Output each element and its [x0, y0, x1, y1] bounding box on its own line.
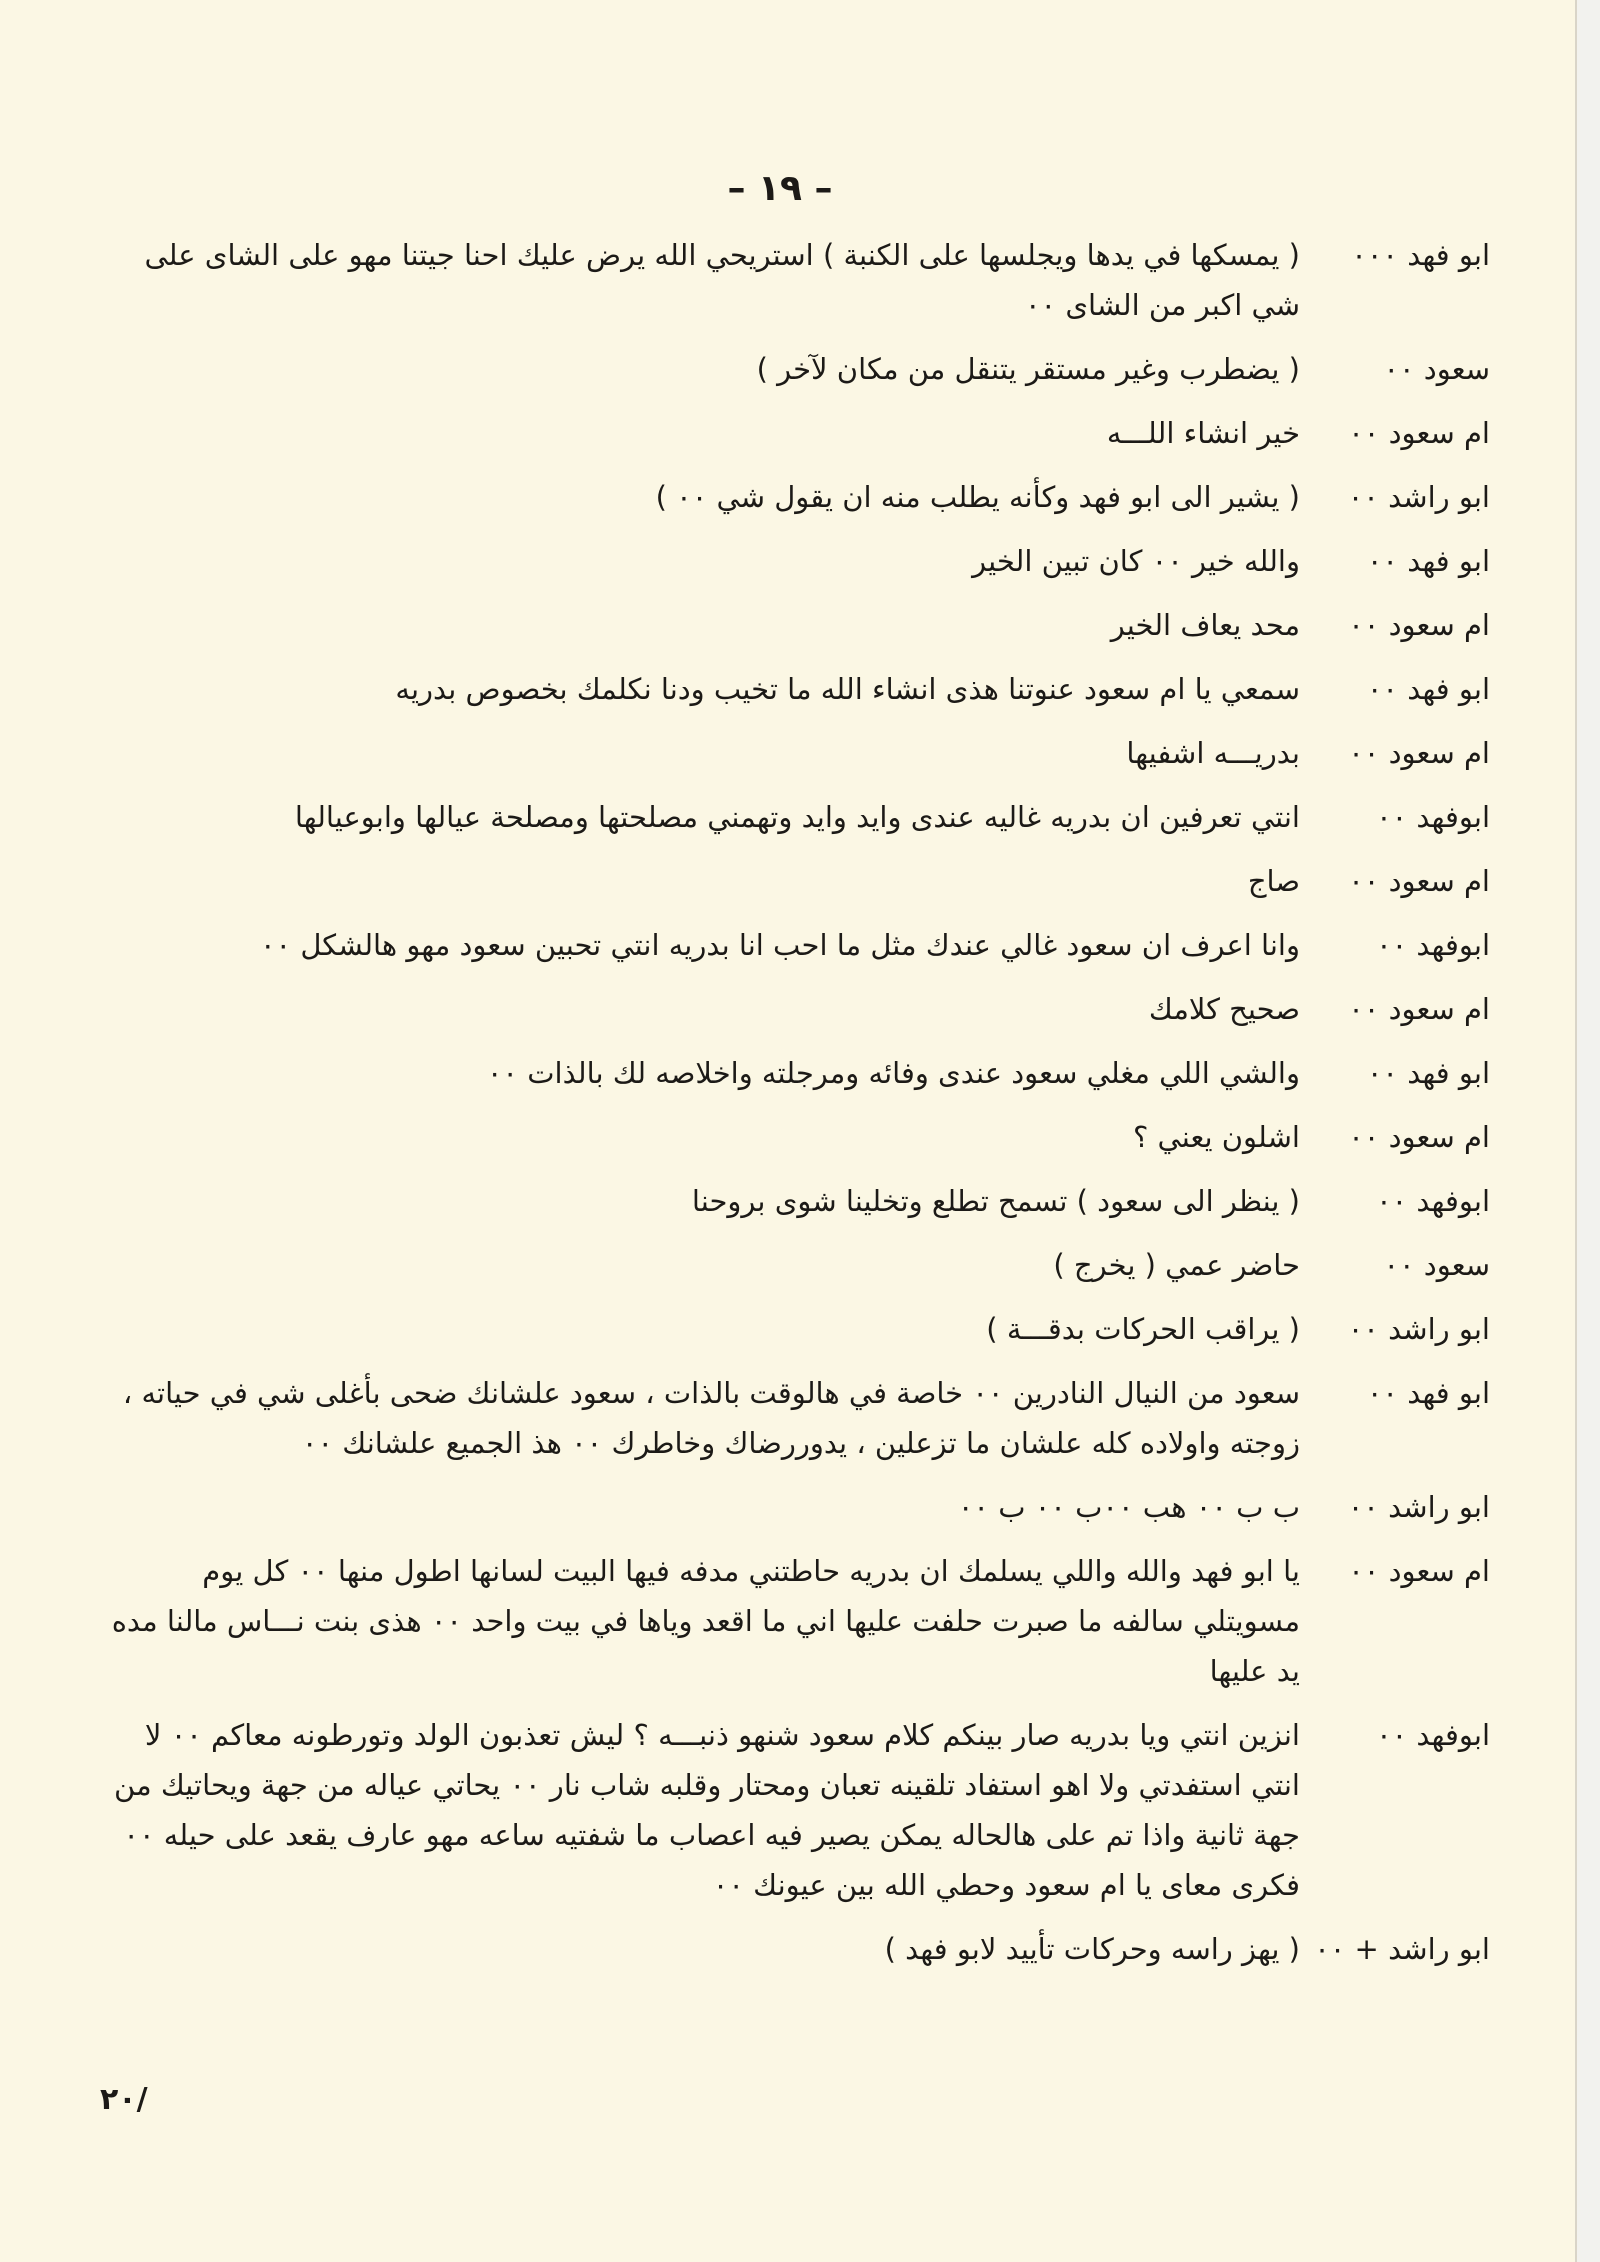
- dialogue-text: بدريـــه اشفيها: [1126, 736, 1300, 770]
- dialogue-line: [90, 600, 1490, 650]
- speaker-name: ام سعود ٠٠: [1348, 736, 1490, 770]
- dialogue-text: صاج: [1247, 864, 1300, 898]
- dialogue-text: ( ينظر الى سعود ) تسمح تطلع وتخلينا شوى بروحنا: [691, 1184, 1300, 1218]
- dialogue-text: يا ابو فهد والله واللي يسلمك ان بدريه حاطتني مدفه فيها البيت لسانها اطول منها ٠٠ كل يوم مسويتلي سالفه ما صبرت حلفت عليها اني ما اقعد وياها في بيت واحد ٠٠ هذى بنت نـــاس مالنا مده يد عليها: [111, 1554, 1300, 1688]
- dialogue-text: انزين انتي ويا بدريه صار بينكم كلام سعود شنهو ذنبـــه ؟ ليش تعذبون الولد وتورطونه معاكم ٠٠ لا انتي استفدتي ولا اهو استفاد تلقينه تعبان ومحتار وقلبه شاب نار ٠٠ يحاتي عياله من جهة ويحاتيك من جهة ثانية واذا تم على هالحاله يمكن يصير فيه اعصاب ما شفتيه ساعه مهو عارف يقعد على حيله ٠٠ فكرى معاى يا ام سعود وحطي الله بين عيونك ٠٠: [114, 1718, 1300, 1902]
- speaker-name: ابو فهد ٠٠٠: [1351, 238, 1490, 272]
- page-number: – ١٩ –: [727, 168, 833, 209]
- dialogue-text: خير انشاء اللـــه: [1106, 416, 1300, 450]
- dialogue-text: اشلون يعني ؟: [1132, 1120, 1300, 1154]
- dialogue-line: [90, 1048, 1490, 1098]
- dialogue-line: [90, 792, 1490, 842]
- dialogue-text: ( يراقب الحركات بدقـــة ): [986, 1312, 1300, 1346]
- dialogue-line: [90, 344, 1490, 394]
- script-body: [90, 230, 1490, 1988]
- next-page-marker: /٢٠: [100, 2082, 148, 2117]
- speaker-name: ام سعود ٠٠: [1348, 416, 1490, 450]
- speaker-name: ابوفهد ٠٠: [1376, 928, 1490, 962]
- speaker-name: ابو فهد ٠٠: [1366, 544, 1490, 578]
- speaker-name: ابو فهد ٠٠: [1366, 1056, 1490, 1090]
- dialogue-text: حاضر عمي ( يخرج ): [1053, 1248, 1300, 1282]
- speaker-name: ابوفهد ٠٠: [1376, 800, 1490, 834]
- speaker-name: ام سعود ٠٠: [1348, 992, 1490, 1026]
- dialogue-text: انتي تعرفين ان بدريه غاليه عندى وايد وايد وتهمني مصلحتها ومصلحة عيالها وابوعيالها: [294, 800, 1300, 834]
- dialogue-line: [90, 1240, 1490, 1290]
- dialogue-line: [90, 728, 1490, 778]
- dialogue-line: [90, 1546, 1490, 1696]
- dialogue-line: [90, 230, 1490, 330]
- speaker-name: سعود ٠٠: [1383, 1248, 1490, 1282]
- speaker-name: ابو فهد ٠٠: [1366, 1376, 1490, 1410]
- speaker-name: ابو فهد ٠٠: [1366, 672, 1490, 706]
- dialogue-line: [90, 1482, 1490, 1532]
- dialogue-text: ( يهز راسه وحركات تأييد لابو فهد ): [884, 1932, 1300, 1966]
- scan-edge: [1575, 0, 1600, 2262]
- dialogue-line: [90, 472, 1490, 522]
- dialogue-text: سعود من النيال النادرين ٠٠ خاصة في هالوقت بالذات ، سعود علشانك ضحى بأغلى شي في حياته ، زوجته واولاده كله علشان ما تزعلين ، يدوررضاك وخاطرك ٠٠ هذ الجميع علشانك ٠٠: [122, 1376, 1300, 1460]
- dialogue-line: [90, 664, 1490, 714]
- dialogue-line: [90, 1304, 1490, 1354]
- dialogue-text: صحيح كلامك: [1148, 992, 1300, 1026]
- dialogue-text: والشي اللي مغلي سعود عندى وفائه ومرجلته واخلاصه لك بالذات ٠٠: [486, 1056, 1300, 1090]
- dialogue-text: وانا اعرف ان سعود غالي عندك مثل ما احب انا بدريه انتي تحبين سعود مهو هالشكل ٠٠: [259, 928, 1300, 962]
- dialogue-line: [90, 856, 1490, 906]
- dialogue-line: [90, 1112, 1490, 1162]
- dialogue-text: سمعي يا ام سعود عنوتنا هذى انشاء الله ما تخيب ودنا نكلمك بخصوص بدريه: [395, 672, 1300, 706]
- dialogue-line: [90, 984, 1490, 1034]
- dialogue-text: محد يعاف الخير: [1110, 608, 1300, 642]
- dialogue-line: [90, 1176, 1490, 1226]
- dialogue-line: [90, 536, 1490, 586]
- speaker-name: ابو راشد ٠٠: [1347, 1490, 1490, 1524]
- speaker-name: ابو راشد ٠٠: [1347, 1312, 1490, 1346]
- dialogue-text: ( يشير الى ابو فهد وكأنه يطلب منه ان يقول شي ٠٠ ): [655, 480, 1300, 514]
- dialogue-text: ( يمسكها في يدها ويجلسها على الكنبة ) استريحي الله يرض عليك احنا جيتنا مهو على الشاى على شي اكبر من الشاى ٠٠: [144, 238, 1300, 322]
- speaker-name: ام سعود ٠٠: [1348, 1120, 1490, 1154]
- speaker-name: ابوفهد ٠٠: [1376, 1184, 1490, 1218]
- speaker-name: ام سعود ٠٠: [1348, 608, 1490, 642]
- dialogue-line: [90, 1368, 1490, 1468]
- speaker-name: ابوفهد ٠٠: [1376, 1718, 1490, 1752]
- dialogue-text: ( يضطرب وغير مستقر يتنقل من مكان لآخر ): [756, 352, 1300, 386]
- speaker-name: ابو راشد + ٠٠: [1314, 1932, 1490, 1966]
- speaker-name: ابو راشد ٠٠: [1347, 480, 1490, 514]
- speaker-name: ام سعود ٠٠: [1348, 1554, 1490, 1588]
- dialogue-text: ب ب ٠٠ هب ٠٠ب ٠٠ ب ٠٠: [957, 1490, 1300, 1524]
- speaker-name: سعود ٠٠: [1383, 352, 1490, 386]
- dialogue-line: [90, 408, 1490, 458]
- dialogue-text: والله خير ٠٠ كان تبين الخير: [972, 544, 1300, 578]
- dialogue-line: [90, 1924, 1490, 1974]
- speaker-name: ام سعود ٠٠: [1348, 864, 1490, 898]
- dialogue-line: [90, 920, 1490, 970]
- dialogue-line: [90, 1710, 1490, 1910]
